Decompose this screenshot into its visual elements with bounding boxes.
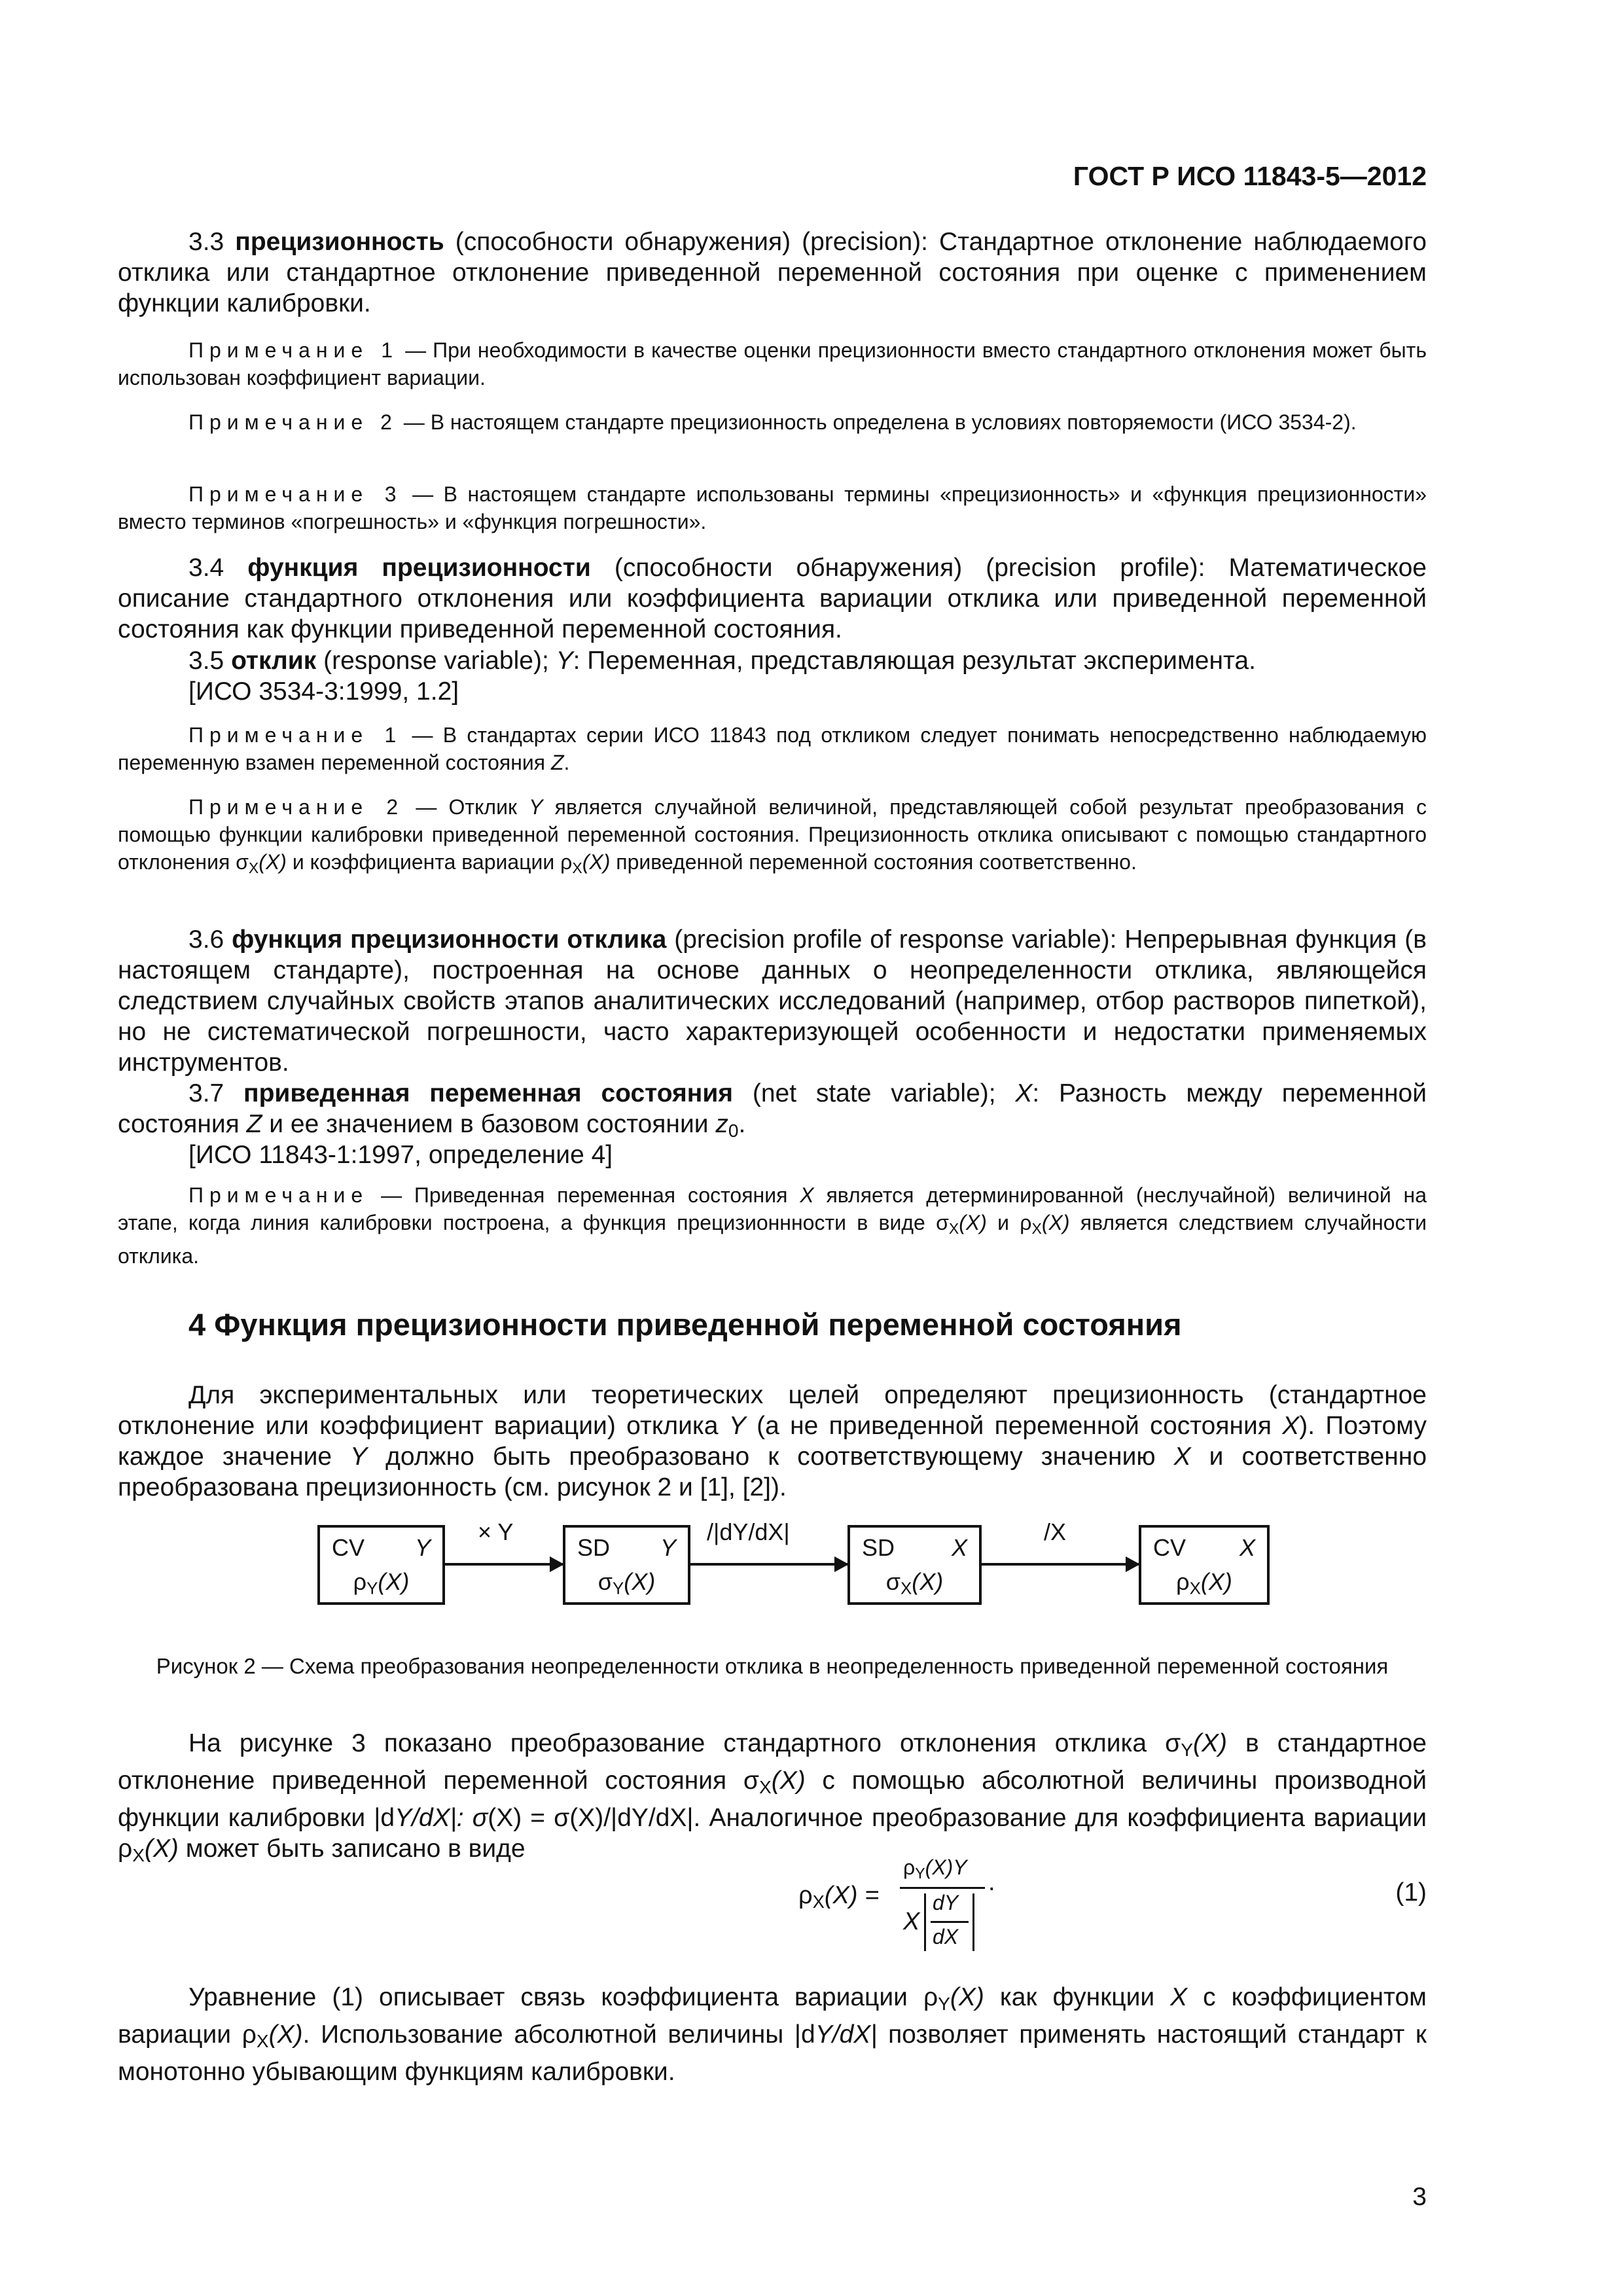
arrow-label-div-x: /X (1044, 1518, 1067, 1545)
term-3-5: 3.5 отклик (response variable); Y: Переменная, представляющая результат эксперимента. (188, 647, 1256, 675)
box-cv-y: CV Y $\rho_Y(X)$ (317, 1525, 445, 1605)
term-3-3: 3.3 прецизионность (способности обнаружения) (precision): Стандартное отклонение наблюдаемого отклика или стандартное отклонение приведенной переменной состояния при оценке с применением функции калибровки. (118, 228, 1427, 317)
fraction-bar (900, 1887, 985, 1889)
ref-3-5: [ИСО 3534-3:1999, 1.2] (188, 677, 459, 706)
formula-1: $\rho_X(X)$ = $\rho_Y(X)Y$ X dY dX . (772, 1856, 1034, 1954)
note-3-3-2: Примечание 2 — В настоящем стандарте прецизионность определена в условиях повторяемости (ИСО 3534-2). (188, 410, 1357, 434)
box-sd-x: SD X $\sigma_X(X)$ (847, 1525, 982, 1605)
note-3-5-2: Примечание 2 — Отклик Y является случайной величиной, представляющей собой результат преобразования с помощью функции калибровки приведенной переменной состояния. Прецизионность отклика описывают с помощью стандартного отклонения $\sigma_X(X)$ и коэффициента вариации $\rho_X(X)$ приведенной переменной состояния соответственно. (118, 795, 1427, 876)
box-sd-y: SD Y $\sigma_Y(X)$ (563, 1525, 690, 1605)
arrow-times-y (445, 1563, 563, 1566)
section-4-paragraph-1: Для экспериментальных или теоретических целей определяют прецизионность (стандартное отклонение или коэффициент вариации) отклика Y (а не приведенной переменной состояния X). Поэтому каждое значение Y должно быть преобразовано к соответствующему значению X и соответственно преобразована прецизионность (см. рисунок 2 и [1], [2]). (118, 1381, 1427, 1501)
arrow-div-x (982, 1563, 1139, 1566)
box-cv-x: CV X $\rho_X(X)$ (1139, 1525, 1270, 1605)
term-3-4: 3.4 функция прецизионности (способности обнаружения) (precision profile): Математическое описание стандартного отклонения или коэффициента вариации отклика или приведенной переменной состояния как функции приведенной переменной состояния. (118, 554, 1427, 643)
note-3-7: Примечание — Приведенная переменная состояния X является детерминированной (неслучайной) величиной на этапе, когда линия калибровки построена, а функция прецизионнности в виде $\sigma_X(X)$ и $\rho_X(X)$ является следствием случайности отклика. (118, 1183, 1427, 1268)
equation-number: (1) (1395, 1878, 1427, 1907)
note-3-3-1: Примечание 1 — При необходимости в качестве оценки прецизионности вместо стандартного отклонения может быть использован коэффициент вариации. (118, 338, 1427, 389)
page-number: 3 (1412, 2183, 1427, 2211)
figure-2-caption: Рисунок 2 — Схема преобразования неопределенности отклика в неопределенность приведенной переменной состояния (156, 1654, 1389, 1678)
section-4-paragraph-2: На рисунке 3 показано преобразование стандартного отклонения отклика $\sigma_Y(X)$ в стандартное отклонение приведенной переменной состояния $\sigma_X(X)$ с помощью абсолютной величины производной функции калибровки |dY/dX|: σ(X) = σ(X)/|dY/dX|. Аналогичное преобразование для коэффициента вариации $\rho_X(X)$ может быть записано в виде (118, 1729, 1427, 1866)
note-3-5-1: Примечание 1 — В стандартах серии ИСО 11843 под откликом следует понимать непосредственно наблюдаемую переменную взамен переменной состояния Z. (118, 723, 1427, 774)
term-3-6: 3.6 функция прецизионности отклика (precision profile of response variable): Непрерывная функция (в настоящем стандарте), построенная на основе данных о неопределенности отклика, являющейся следствием случайных свойств этапов аналитических исследований (например, отбор растворов пипеткой), но не систематической погрешности, часто характеризующей особенности и недостатки применяемых инструментов. (118, 925, 1427, 1077)
arrow-div-derivative (690, 1563, 847, 1566)
derivative-bar (931, 1921, 969, 1923)
term-3-7: 3.7 приведенная переменная состояния (net state variable); X: Разность между переменной состояния Z и ее значением в базовом состоянии $z_0$. (118, 1079, 1427, 1141)
abs-bar-left (924, 1893, 926, 1951)
document-id: ГОСТ Р ИСО 11843-5—2012 (1073, 161, 1427, 191)
note-3-3-3: Примечание 3 — В настоящем стандарте использованы термины «прецизионность» и «функция прецизионности» вместо терминов «погрешность» и «функция погрешности». (118, 482, 1427, 533)
arrow-label-times-y: × Y (478, 1518, 514, 1545)
document-page (118, 0, 1427, 2296)
abs-bar-right (972, 1893, 974, 1951)
figure-2-diagram (317, 1518, 1364, 1610)
arrow-label-div-derivative: /|dY/dX| (707, 1518, 790, 1545)
section-4-paragraph-3: Уравнение (1) описывает связь коэффициента вариации $\rho_Y(X)$ как функции X с коэффициентом вариации $\rho_X(X)$. Использование абсолютной величины |dY/dX| позволяет применять настоящий стандарт к монотонно убывающим функциям калибровки. (118, 1983, 1427, 2087)
ref-3-7: [ИСО 11843-1:1997, определение 4] (188, 1141, 613, 1169)
section-4-title: 4 Функция прецизионности приведенной переменной состояния (188, 1307, 1182, 1342)
